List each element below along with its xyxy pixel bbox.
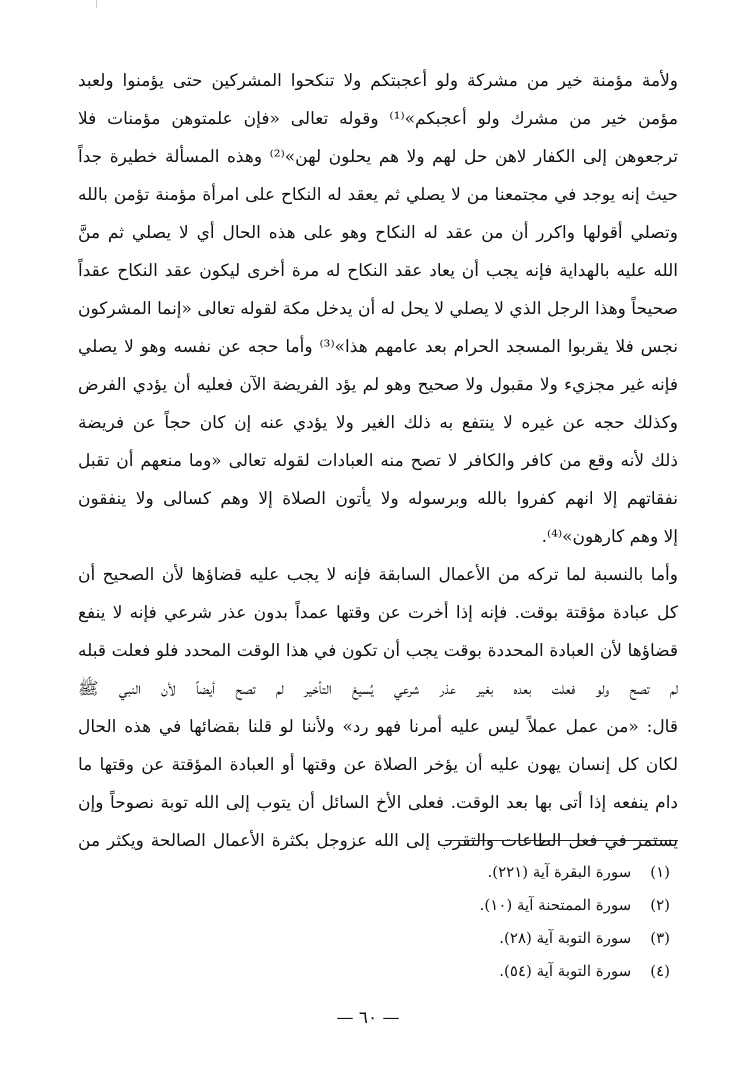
scan-edge-mark [96, 0, 97, 8]
text-line: كل عبادة مؤقتة بوقت. فإنه إذا أخرت عن وقتها عمداً بدون عذر شرعي فإنه لا ينفع [78, 603, 678, 623]
text-line: مؤمن خير من مشرك ولو أعجبكم»⁽¹⁾ وقوله تعالى «فإن علمتوهن مؤمنات فلا [78, 109, 678, 129]
footnote-number: (٢) [650, 896, 670, 914]
text-line: ترجعوهن إلى الكفار لاهن حل لهم ولا هم يحلون لهن»⁽²⁾ وهذه المسألة خطيرة جداً [78, 147, 678, 167]
footnote-text: سورة التوبة آية (٥٤). [499, 962, 632, 980]
footnote-number: (٤) [650, 962, 670, 980]
text-line: صحيحاً وهذا الرجل الذي لا يصلي لا يحل له أن يدخل مكة لقوله تعالى «إنما المشركون [78, 299, 678, 319]
text-line: وتصلي أقولها واكرر أن من عقد له النكاح وهو على هذه الحال أي لا يصلي ثم منَّ [78, 223, 678, 243]
text-line: الله عليه بالهداية فإنه يجب أن يعاد عقد النكاح له مرة أخرى ليكون عقد النكاح عقداً [78, 261, 678, 281]
text-line: قال: «من عمل عملاً ليس عليه أمرنا فهو رد» ولأننا لو قلنا بقضائها في هذه الحال [78, 717, 678, 737]
text-line: فإنه غير مجزيء ولا مقبول ولا صحيح وهو لم يؤد الفريضة الآن فعليه أن يؤدي الفرض [78, 375, 678, 395]
footnote-text: سورة البقرة آية (٢٢١). [487, 863, 632, 881]
text-line: ذلك لأنه وقع من كافر والكافر لا تصح منه العبادات لقوله تعالى «وما منعهم أن تقبل [78, 451, 678, 471]
text-line: حيث إنه يوجد في مجتمعنا من لا يصلي ثم يعقد له النكاح على امرأة مؤمنة تؤمن بالله [78, 185, 678, 205]
text-line: لم تصح ولو فعلت بعده بغير عذر شرعي يُسيغ التأخير لم تصح أيضاً لأن النبي ﷺ [78, 679, 678, 699]
footnote-number: (١) [650, 863, 670, 881]
footnote-text: سورة الممتحنة آية (١٠). [479, 896, 632, 914]
text-line: نجس فلا يقربوا المسجد الحرام بعد عامهم هذا»⁽³⁾ وأما حجه عن نفسه وهو لا يصلي [78, 337, 678, 357]
text-line: نفقاتهم إلا انهم كفروا بالله وبرسوله ولا يأتون الصلاة إلا وهم كسالى ولا ينفقون [78, 489, 678, 509]
footnotes [400, 856, 670, 988]
text-line: لكان كل إنسان يهون عليه أن يؤخر الصلاة عن وقتها أو العبادة المؤقتة عن وقتها ما [78, 755, 678, 775]
body-text [78, 62, 678, 860]
text-line: وأما بالنسبة لما تركه من الأعمال السابقة فإنه لا يجب عليه قضاؤها لأن الصحيح أن [78, 565, 678, 585]
text-line: يستمر في فعل الطاعات والتقرب إلى الله عزوجل بكثرة الأعمال الصالحة ويكثر من [78, 831, 678, 851]
text-line: ولأمة مؤمنة خير من مشركة ولو أعجبتكم ولا تنكحوا المشركين حتى يؤمنوا ولعبد [78, 71, 678, 91]
footnote-number: (٣) [650, 929, 670, 947]
footnote-item [400, 889, 670, 922]
text-line: قضاؤها لأن العبادة المحددة بوقت يجب أن تكون في هذا الوقت المحدد فلو فعلت قبله [78, 641, 678, 661]
footnote-text: سورة التوبة آية (٢٨). [499, 929, 632, 947]
text-line: وكذلك حجه عن غيره لا ينتفع به ذلك الغير ولا يؤدي عنه إن كان حجاً عن فريضة [78, 413, 678, 433]
footnote-separator [445, 840, 678, 841]
footnote-item [400, 955, 670, 988]
footnote-item [400, 922, 670, 955]
text-line-paragraph-end: إلا وهم كارهون»⁽⁴⁾. [541, 527, 678, 547]
page-number: — ٦٠ — [336, 1008, 400, 1028]
footnote-item [400, 856, 670, 889]
text-line: دام ينفعه إذا أتى بها بعد الوقت. فعلى الأخ السائل أن يتوب إلى الله توبة نصوحاً وإن [78, 793, 678, 813]
